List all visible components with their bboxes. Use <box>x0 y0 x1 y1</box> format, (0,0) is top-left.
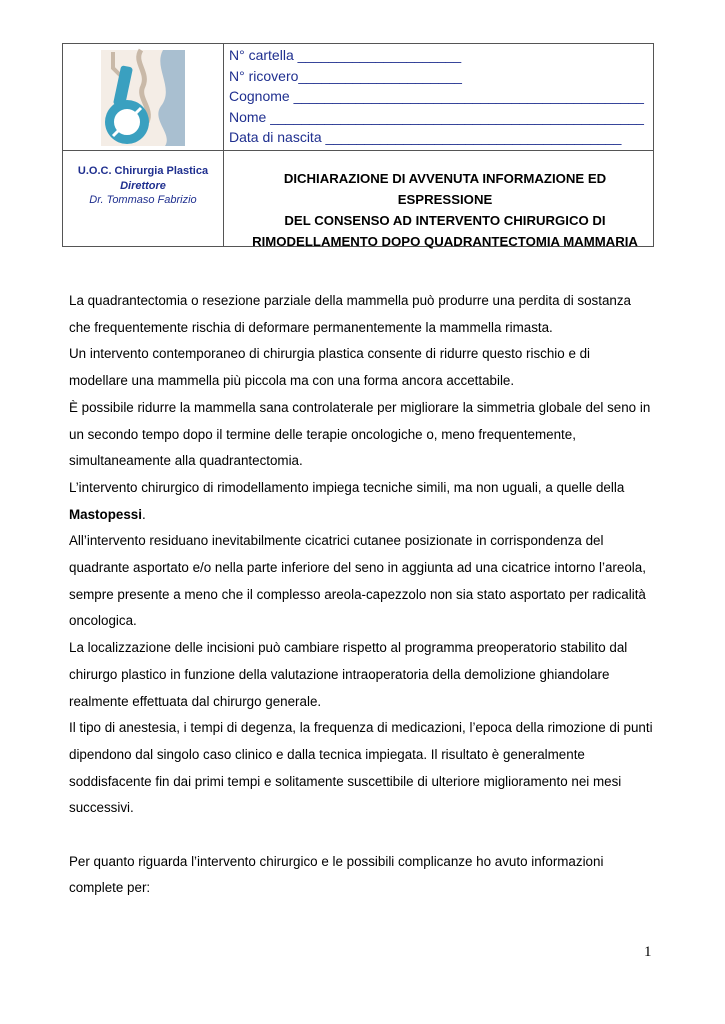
body-line: Il tipo di anestesia, i tempi di degenza, la frequenza di medicazioni, l’epoca della rimozione di punti <box>69 720 653 736</box>
body-line: All’intervento residuano inevitabilmente cicatrici cutanee posizionate in corrispondenza del <box>69 533 604 549</box>
body-line <box>69 502 669 529</box>
row-divider <box>63 150 653 151</box>
body-line: Per quanto riguarda l’intervento chirurgico e le possibili complicanze ho avuto informazioni <box>69 853 604 869</box>
body-line: La localizzazione delle incisioni può cambiare rispetto al programma preoperatorio stabilito dal <box>69 640 628 656</box>
field-cartella[interactable]: N° cartella _____________________ <box>229 47 462 63</box>
consent-body <box>69 288 669 902</box>
header-table <box>62 43 654 247</box>
field-nome[interactable]: Nome ________________________________________________ <box>229 108 644 125</box>
body-line: modellare una mammella più piccola ma con una forma ancora accettabile. <box>69 373 515 389</box>
field-cognome[interactable]: Cognome _____________________________________________ <box>229 88 644 104</box>
body-line: oncologica. <box>69 613 137 629</box>
body-line: chirurgo plastico in funzione della valutazione intraoperatoria della demolizione ghiandolare <box>69 666 610 682</box>
director-role: Direttore <box>120 179 166 192</box>
body-line: un secondo tempo dopo il termine delle terapie oncologiche o, meno frequentemente, <box>69 426 576 442</box>
department-name: U.O.C. Chirurgia Plastica <box>77 165 209 177</box>
department-block <box>63 164 223 208</box>
column-divider <box>223 44 224 246</box>
hospital-logo-icon <box>93 48 193 148</box>
body-line: complete per: <box>69 880 151 896</box>
patient-fields <box>229 45 644 148</box>
body-line: quadrante asportato e/o nella parte inferiore del seno in aggiunta ad una cicatrice intorno l’areola, <box>69 560 646 576</box>
body-line: sempre presente a meno che il complesso areola-capezzolo non sia stato asportato per radicalità <box>69 586 646 602</box>
title-line: DICHIARAZIONE DI AVVENUTA INFORMAZIONE ED ESPRESSIONE <box>283 171 607 207</box>
body-line: che frequentemente rischia di deformare permanentemente la mammella rimasta. <box>69 319 553 335</box>
body-line: simultaneamente alla quadrantectomia. <box>69 453 303 469</box>
bold-term: Mastopessi <box>69 506 142 522</box>
director-name: Dr. Tommaso Fabrizio <box>89 194 197 206</box>
body-line: soddisfacente fin dai primi tempi e solitamente suscettibile di ulteriore miglioramento nei mesi <box>69 773 622 789</box>
body-line: La quadrantectomia o resezione parziale della mammella può produrre una perdita di sostanza <box>69 293 631 308</box>
paragraph-gap <box>69 822 669 849</box>
body-line: Un intervento contemporaneo di chirurgia plastica consente di ridurre questo rischio e di <box>69 346 591 362</box>
field-data-nascita[interactable]: Data di nascita ______________________________________ <box>229 129 622 145</box>
body-line: È possibile ridurre la mammella sana controlaterale per migliorare la simmetria globale del seno in <box>69 399 651 415</box>
title-line: DEL CONSENSO AD INTERVENTO CHIRURGICO DI <box>284 213 606 228</box>
body-line: dipendono dal singolo caso clinico e dalla tecnica impiegata. Il risultato è generalmente <box>69 746 585 762</box>
body-line: L’intervento chirurgico di rimodellamento impiega tecniche simili, ma non uguali, a quelle della <box>69 479 625 495</box>
bold-suffix: . <box>141 506 146 522</box>
body-line: successivi. <box>69 800 134 816</box>
title-line: RIMODELLAMENTO DOPO QUADRANTECTOMIA MAMMARIA <box>252 234 638 249</box>
field-ricovero[interactable]: N° ricovero_____________________ <box>229 67 462 84</box>
body-line: realmente effettuata dal chirurgo generale. <box>69 693 322 709</box>
page-number: 1 <box>644 944 652 960</box>
document-title <box>235 168 655 252</box>
